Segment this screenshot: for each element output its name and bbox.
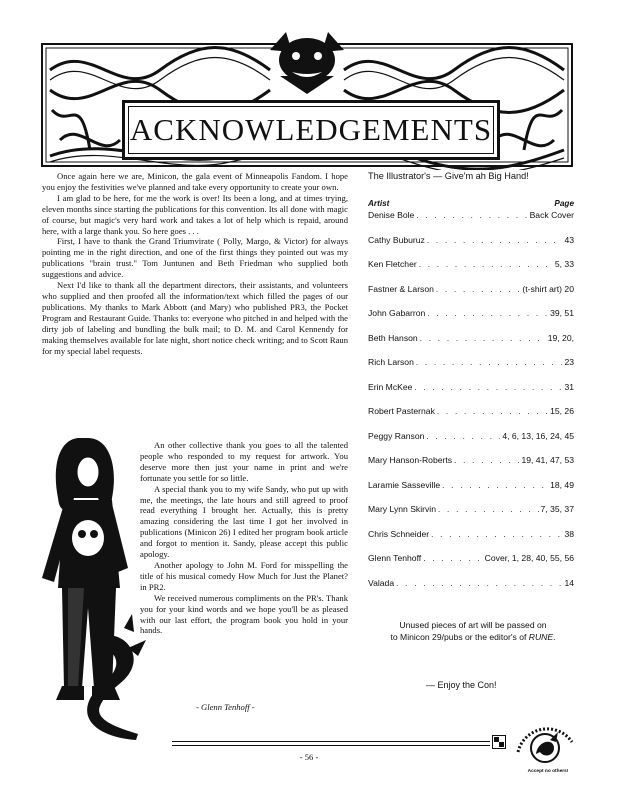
artist-pages: 14 — [564, 577, 574, 588]
footer-ornament-icon — [492, 735, 506, 749]
left-column — [42, 171, 348, 356]
artist-row — [368, 431, 574, 442]
paragraph: Another apology to John M. Ford for misspelling the title of his musical comedy How Much for Just the Planet? in PR2. — [140, 559, 348, 592]
paragraph: Next I'd like to thank all the department directors, their assistants, and volunteers who supplied and then proofed all the information/text which filled the pages of our publications. My thanks to Mark Abbott (and Mary) who published PR3, the Pocket Program and Restaurant Guide. Thanks to: everyone who pitched in and helped with the dirty job of labeling and bundling the bulk mail; to D. M. and Carol Kennendy for making themselves available for late night, short notice check writing; and to Scott Raun for my special label requests. — [42, 280, 348, 356]
dot-leader — [427, 309, 548, 318]
enjoy-the-con: — Enjoy the Con! — [426, 680, 497, 690]
illustration-figure-with-dragon — [28, 438, 148, 744]
artist-row — [368, 480, 574, 491]
artist-row — [368, 553, 574, 564]
paragraph: I am glad to be here, for me the work is over! Its been a long, and at times trying, eleven months since starting the publications for this convention. Its all done with magic of course, but magic's very hard work and takes a lot of help which is repaid, around here, with a large thank you. So here goes . . . — [42, 192, 348, 236]
artist-pages: 18, 49 — [550, 479, 574, 490]
artist-pages: 31 — [564, 381, 574, 392]
unused-note-line: Unused pieces of art will be passed on — [399, 620, 547, 630]
page-title: ACKNOWLEDGEMENTS — [129, 112, 493, 147]
rune-title: RUNE — [528, 631, 554, 642]
artist-row — [368, 382, 574, 393]
artist-pages: 19, 41, 47, 53 — [521, 455, 574, 465]
artist-pages: 38 — [564, 528, 574, 539]
artist-row — [368, 529, 574, 540]
note-text: to Minicon 29/pubs or the editor's of — [390, 631, 529, 642]
artist-pages: 7, 35, 37 — [540, 504, 574, 514]
dot-leader — [436, 285, 521, 294]
logo-caption: Accept no others! — [527, 769, 569, 774]
artist-pages: Back Cover — [529, 210, 574, 220]
artist-name: Glenn Tenhoff — [368, 553, 422, 563]
artist-pages: (t-shirt art) 20 — [522, 283, 574, 294]
dot-leader — [423, 554, 482, 563]
artist-row — [368, 308, 574, 319]
dot-leader — [416, 358, 563, 367]
minicon-dragon-logo — [510, 712, 580, 772]
title-box — [122, 100, 500, 160]
artist-name: Mary Hanson-Roberts — [368, 455, 453, 465]
paragraph: We received numerous compliments on the PR's. Thank you for your kind words and we hope you'll be as pleased with our last effort, the program book you hold in your hands. — [140, 592, 348, 636]
column-headers — [368, 199, 574, 208]
artist-pages: 5, 33 — [554, 259, 574, 269]
dot-leader — [416, 211, 527, 220]
unused-note-line — [368, 632, 578, 644]
artist-pages: 15, 26 — [550, 406, 574, 416]
artist-name: Ken Fletcher — [368, 259, 417, 269]
artist-name: Mary Lynn Skirvin — [368, 504, 436, 514]
note-text: . — [553, 631, 556, 642]
artist-row — [368, 333, 574, 344]
paragraph: Once again here we are, Minicon, the gala event of Minneapolis Fandom. I hope you enjoy the festivities we've planned and take every opportunity to create your own. — [42, 171, 348, 192]
footer-rule — [172, 745, 490, 746]
page-column-header: Page — [554, 199, 574, 208]
artist-row — [368, 578, 574, 589]
artist-pages: 4, 6, 13, 16, 24, 45 — [502, 430, 574, 441]
artist-name: Erin McKee — [368, 381, 413, 392]
artist-name: Beth Hanson — [368, 332, 418, 343]
artist-row — [368, 210, 574, 221]
dot-leader — [414, 383, 562, 392]
wrapped-text — [140, 440, 348, 636]
dot-leader — [396, 579, 562, 588]
artist-row — [368, 504, 574, 515]
artist-name: Valada — [368, 577, 395, 588]
artist-name: Rich Larson — [368, 357, 414, 367]
dot-leader — [437, 407, 548, 416]
paragraph: An other collective thank you goes to all the talented people who responded to my request for artwork. You deserve more then just your name in print and we're fortunate you settle for so little. — [140, 440, 348, 483]
dot-leader — [442, 481, 548, 490]
artist-name: Laramie Sasseville — [368, 479, 441, 490]
paragraph: First, I have to thank the Grand Triumvirate ( Polly, Margo, & Victor) for always pointing me in the right direction, and one of the first things they pointed out was my publications "brain trust." Tom Juntunen and Beth Friedman who supplied both suggestions and advice. — [42, 236, 348, 280]
artist-row — [368, 455, 574, 466]
dot-leader — [438, 505, 539, 514]
dot-leader — [420, 334, 546, 343]
artist-row — [368, 357, 574, 368]
dot-leader — [454, 456, 519, 465]
footer-rule — [172, 741, 490, 742]
artist-name: John Gabarron — [368, 308, 426, 318]
signature: - Glenn Tenhoff - — [196, 702, 255, 712]
artist-column-header: Artist — [368, 199, 390, 208]
artist-pages: 19, 20, — [547, 332, 574, 343]
artist-pages: 39, 51 — [550, 308, 574, 318]
dot-leader — [431, 530, 562, 539]
artist-name: Peggy Ranson — [368, 430, 425, 441]
unused-art-note — [368, 620, 578, 643]
dot-leader — [419, 260, 553, 269]
artist-row — [368, 259, 574, 270]
artist-pages: 23 — [564, 357, 574, 367]
artist-row — [368, 235, 574, 246]
dot-leader — [426, 432, 500, 441]
illustrators-heading: The Illustrator's — Give'm ah Big Hand! — [368, 171, 529, 181]
artist-name: Fastner & Larson — [368, 283, 434, 294]
page-number: - 56 - — [299, 752, 319, 762]
artist-pages: 43 — [564, 234, 574, 245]
artist-name: Denise Bole — [368, 210, 415, 220]
artist-name: Robert Pasternak — [368, 406, 435, 416]
artist-name: Cathy Buburuz — [368, 234, 425, 245]
dot-leader — [427, 236, 563, 245]
artist-name: Chris Schneider — [368, 528, 430, 539]
paragraph: A special thank you to my wife Sandy, who put up with me, the meetings, the late hours and still agreed to proof read everything I brought her. Actually, this is pretty amazing considering the last time I got her involved in publications (Minicon 26) I edited her program book article and forgot to mention it. Sandy, please accept this public apology. — [140, 483, 348, 560]
artist-row — [368, 284, 574, 295]
artist-pages: Cover, 1, 28, 40, 55, 56 — [484, 553, 574, 563]
artist-row — [368, 406, 574, 417]
